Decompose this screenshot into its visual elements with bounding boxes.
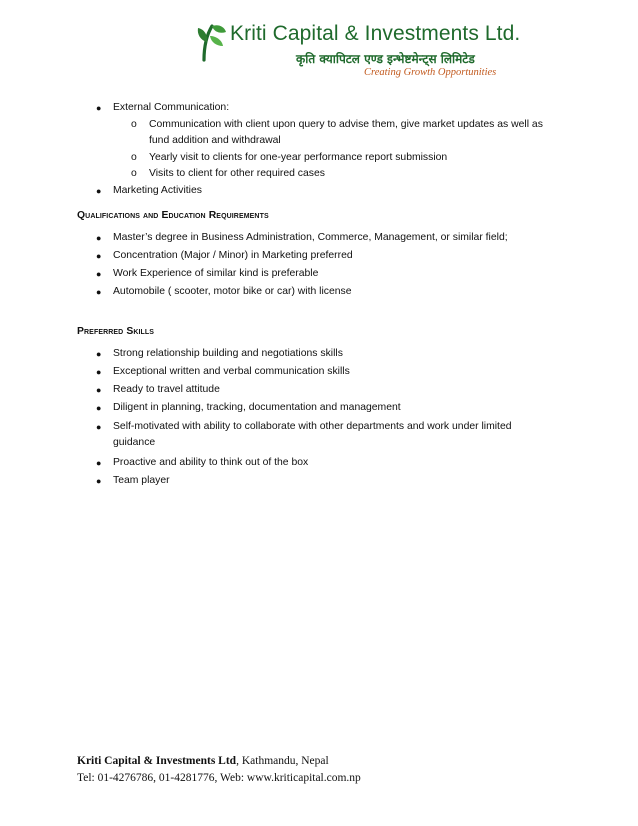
list-item: ● Work Experience of similar kind is preferable	[113, 265, 508, 283]
bullet-icon: ●	[96, 233, 102, 243]
page-footer	[77, 753, 361, 787]
circle-bullet-icon: o	[131, 151, 137, 163]
leaf-logo-icon	[196, 20, 230, 62]
company-name-nepali: कृति क्यापिटल एण्ड इन्भेष्टमेन्ट्स लिमिटेड	[296, 52, 475, 66]
list-item: ● Ready to travel attitude	[113, 381, 512, 399]
bullet-icon: ●	[96, 251, 102, 261]
sub-list-item-continuation: fund addition and withdrawal	[149, 135, 281, 146]
qualifications-heading: Qualifications and Education Requirements	[77, 210, 269, 221]
list-item: ● Exceptional written and verbal communication skills	[113, 363, 512, 381]
qualifications-list	[96, 229, 508, 301]
bullet-icon: ●	[96, 385, 102, 395]
bullet-icon: ●	[96, 185, 102, 196]
list-item: ● Self-motivated with ability to collaborate with other departments and work under limited	[113, 419, 512, 435]
sub-list-item: o Visits to client for other required cases	[149, 166, 543, 183]
list-item-continuation: guidance	[113, 437, 156, 448]
sub-list-item: o Yearly visit to clients for one-year performance report submission	[149, 150, 543, 167]
list-item: ● Master’s degree in Business Administration, Commerce, Management, or similar field;	[113, 229, 508, 247]
bullet-icon: ●	[96, 367, 102, 377]
tagline: Creating Growth Opportunities	[364, 67, 497, 78]
bullet-icon: ●	[96, 458, 102, 468]
bullet-icon: ●	[96, 403, 102, 413]
preferred-skills-heading: Preferred Skills	[77, 326, 155, 337]
bullet-icon: ●	[96, 476, 102, 486]
list-item: ● Concentration (Major / Minor) in Marketing preferred	[113, 247, 508, 265]
sub-list-item: o Communication with client upon query to advise them, give market updates as well as	[149, 117, 543, 134]
bullet-icon: ●	[96, 103, 102, 113]
circle-bullet-icon: o	[131, 168, 137, 179]
list-item: ● Automobile ( scooter, motor bike or car) with license	[113, 283, 508, 301]
list-item: ● Proactive and ability to think out of the box	[113, 454, 512, 472]
circle-bullet-icon: o	[131, 118, 137, 130]
footer-location: , Kathmandu, Nepal	[236, 755, 329, 767]
footer-company: Kriti Capital & Investments Ltd	[77, 755, 237, 767]
list-item: ● Diligent in planning, tracking, documentation and management	[113, 399, 512, 417]
list-item: ● Strong relationship building and negotiations skills	[113, 345, 512, 363]
list-item: ● Marketing Activities	[113, 183, 543, 200]
bullet-icon: ●	[96, 422, 102, 432]
company-logo	[196, 18, 521, 82]
bullet-icon: ●	[96, 269, 102, 279]
bullet-icon: ●	[96, 349, 102, 359]
preferred-skills-list	[96, 345, 512, 490]
sub-list	[113, 117, 543, 183]
list-item: ● External Communication:	[113, 100, 543, 117]
footer-contact: Tel: 01-4276786, 01-4281776, Web: www.kriticapital.com.np	[77, 772, 361, 784]
footer-address	[77, 753, 361, 770]
company-name: Kriti Capital & Investments Ltd.	[230, 22, 521, 45]
bullet-icon: ●	[96, 287, 102, 297]
list-item: ● Team player	[113, 472, 512, 490]
responsibility-list	[96, 100, 543, 199]
